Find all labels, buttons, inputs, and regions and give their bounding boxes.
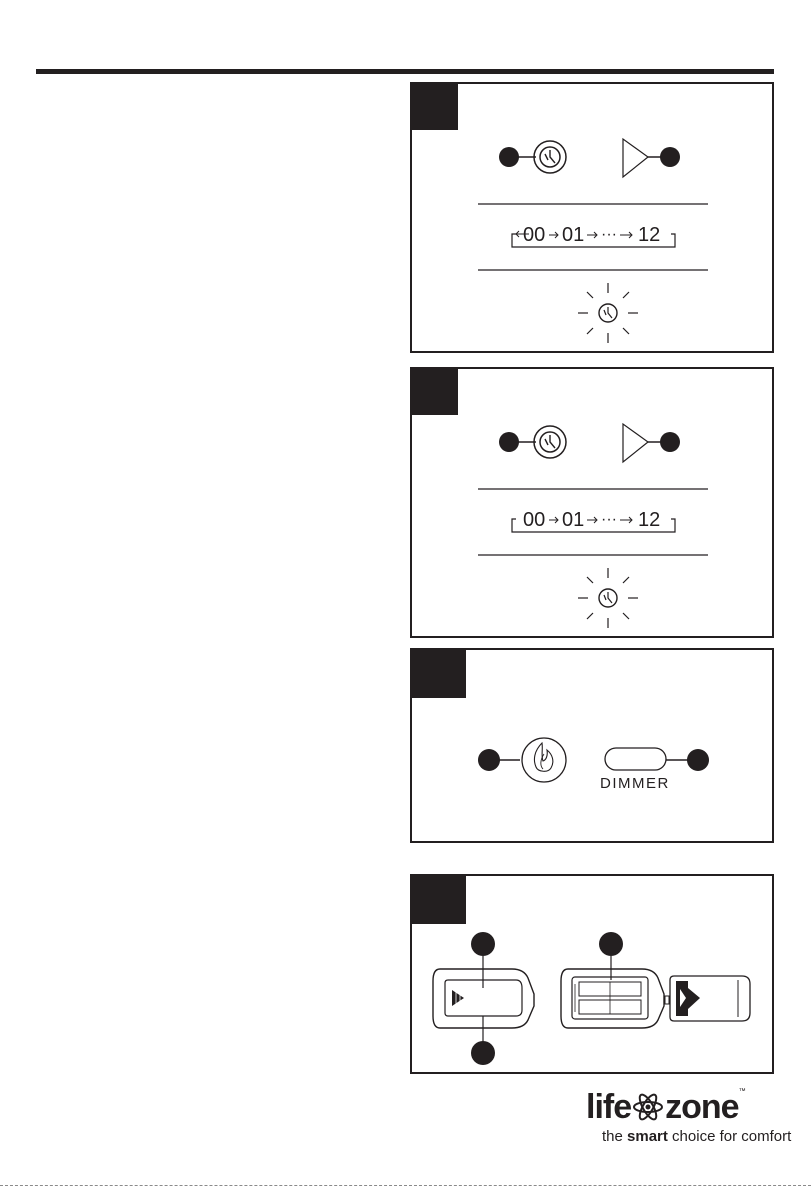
blinking-timer-icon	[578, 568, 638, 628]
dimmer-button-icon	[605, 748, 709, 771]
flame-button-icon	[478, 738, 566, 782]
remote-cover-open	[561, 932, 664, 1028]
callout-dot	[660, 147, 680, 167]
top-rule	[36, 69, 774, 74]
callout-dot	[471, 932, 495, 956]
dimmer-diagram	[412, 650, 776, 845]
callout-dot	[687, 749, 709, 771]
callout-dot	[499, 432, 519, 452]
callout-dot	[471, 1041, 495, 1065]
display-value-01: 01	[562, 509, 585, 531]
display-value-12: 12	[638, 509, 661, 531]
callout-dot	[660, 432, 680, 452]
callout-dot	[478, 749, 500, 771]
remote-cover-closed	[433, 932, 534, 1065]
display-sequence	[512, 224, 675, 247]
dimmer-label: DIMMER	[600, 775, 670, 792]
timer-panel-1	[410, 82, 774, 353]
up-arrow-icon	[623, 424, 680, 462]
timer-panel-2	[410, 367, 774, 638]
dimmer-panel	[410, 648, 774, 843]
display-value-00: 00	[523, 224, 546, 246]
timer-diagram-2	[412, 369, 776, 640]
lifezone-logo	[582, 1088, 792, 1150]
timer-button-icon	[499, 141, 566, 173]
display-value-01: 01	[562, 224, 585, 246]
up-arrow-icon	[623, 139, 680, 177]
timer-diagram-1	[412, 84, 776, 355]
display-ellipsis: ···	[601, 226, 617, 243]
display-value-12: 12	[638, 224, 661, 246]
callout-dot	[599, 932, 623, 956]
cut-line	[0, 1185, 811, 1186]
display-value-00: 00	[523, 509, 546, 531]
atom-icon	[631, 1092, 665, 1122]
logo-wordmark: life zone™	[586, 1088, 745, 1126]
display-sequence	[512, 509, 675, 532]
battery-cover-icon	[665, 976, 750, 1021]
timer-button-icon	[499, 426, 566, 458]
logo-tagline: the smart choice for comfort	[602, 1128, 792, 1145]
display-ellipsis: ···	[601, 511, 617, 528]
blinking-timer-icon	[578, 283, 638, 343]
callout-dot	[499, 147, 519, 167]
battery-diagram	[412, 876, 776, 1076]
battery-panel	[410, 874, 774, 1074]
